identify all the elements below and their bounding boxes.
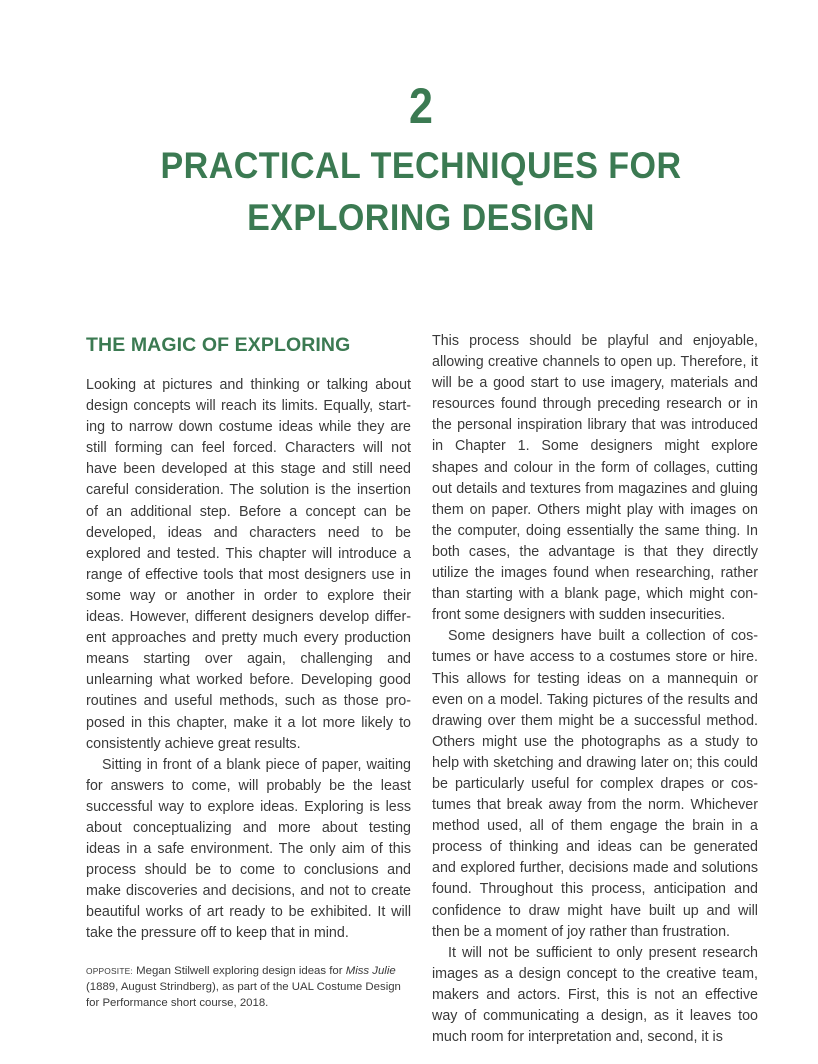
right-paragraph-1: This process should be playful and enjoyable, allowing creative channels to open up. Therefore, it will be a good start to use imagery, materials and resources found through preceding research or in the personal inspiration library that was introduced in Chapter 1. Some designers might explore shapes and colour in the form of collages, cutting out details and textures from magazines and gluing them on paper. Others might play with images on the computer, doing essentially the same thing. In both cases, the advantage is that they directly utilize the images found when researching, rather than starting with a blank page, which might confront some designers with sudden insecurities.: [432, 333, 758, 624]
figure-caption: [86, 963, 406, 1012]
section-heading: THE MAGIC OF EXPLORING: [86, 334, 351, 356]
right-paragraph-3: It will not be sufficient to only present research images as a design concept to the creative team, makers and actors. First, this is not an effective way of communicating a design, as it leaves too much room for interpretation and, second, it is: [432, 944, 758, 1046]
right-column: [432, 331, 758, 1048]
chapter-title-line-2: EXPLORING DESIGN: [247, 197, 595, 238]
left-column: [86, 375, 411, 945]
caption-label: OPPOSITE:: [86, 966, 133, 976]
right-paragraph-2: Some designers have built a collection of costumes or have access to a costumes store or hire. This allows for testing ideas on a mannequin or even on a model. Taking pictures of the results and drawing over them might be a successful method. Others might use the photographs as a study to help with sketching and drawing later on; this could be particularly useful for complex drapes or costumes that break away from the norm. Whichever method used, all of them engage the brain in a process of thinking and ideas can be generated and explored further, decisions made and solutions found. Throughout this process, anticipation and confidence to draw might have built up and will then be a moment of joy rather than frustration.: [432, 628, 758, 940]
left-paragraph-2: Sitting in front of a blank piece of paper, waiting for answers to come, will probably be the least successful way to explore ideas. Exploring is less about conceptualizing and more about testing ideas in a safe environment. The only aim of this process should be to come to conclusions and make discoveries and decisions, and not to create beautiful works of art ready to be exhibited. It will take the pressure off to keep that in mind.: [86, 756, 411, 942]
chapter-number: 2: [409, 78, 433, 134]
left-paragraph-1: Looking at pictures and thinking or talking about design concepts will reach its limits. Equally, starting to narrow down costume ideas while they are still forming can feel forced. Characters will not have been developed at this stage and still need careful consideration. The solution is the insertion of an additional step. Before a concept can be developed, ideas and characters need to be explored and tested. This chapter will introduce a range of effective tools that most designers use in some way or another in order to explore their ideas. However, different designers develop different approaches and pretty much every production means starting over again, challenging and unlearning what worked before. Developing good routines and useful methods, such as those proposed in this chapter, make it a lot more likely to consistently achieve great results.: [86, 377, 411, 752]
chapter-title: [45, 140, 798, 244]
caption-text-before: Megan Stilwell exploring design ideas for: [132, 965, 346, 977]
chapter-title-line-1: PRACTICAL TECHNIQUES FOR: [160, 145, 682, 186]
caption-italic-title: Miss Julie: [345, 965, 396, 977]
caption-text-after: (1889, August Strindberg), as part of the UAL Costume Design for Performance short course, 2018.: [86, 981, 401, 1010]
